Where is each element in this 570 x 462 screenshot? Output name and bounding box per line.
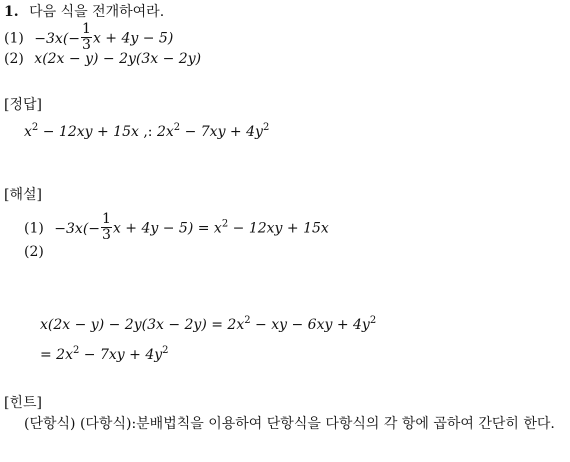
step-2-line-1-exponent-1: 2 xyxy=(244,315,251,326)
fraction-numerator: 1 xyxy=(102,211,111,227)
step-1-label: (1) xyxy=(24,220,44,237)
answer-separator: ,: xyxy=(138,124,157,140)
fraction-numerator: 1 xyxy=(82,21,91,37)
step-2-line-1-rest: − xy − 6xy + 4y xyxy=(250,317,370,333)
part-1-suffix: x + 4y − 5) xyxy=(92,30,174,47)
step-2-line-2-main: = 2x xyxy=(40,347,73,363)
part-1-label: (1) xyxy=(4,30,24,47)
answer-expression xyxy=(24,123,269,141)
explanation-header: [해설] xyxy=(4,187,42,203)
hint-body xyxy=(4,413,570,435)
part-2-expression: x(2x − y) − 2y(3x − 2y) xyxy=(34,51,202,67)
part-2-label: (2) xyxy=(4,51,24,67)
hint-text: (단항식) (다항식):분배법칙을 이용하여 단항식을 다항식의 각 항에 곱하여 간단히 한다. xyxy=(24,416,555,432)
answer-2-exponent-2: 2 xyxy=(262,122,270,133)
step-2-line-2-rest: − 7xy + 4y xyxy=(79,347,163,363)
answer-1-exponent: 2 xyxy=(31,122,39,133)
question-prompt: 다음 식을 전개하여라. xyxy=(29,4,165,20)
answer-1-rest: − 12xy + 15x xyxy=(38,124,139,140)
question-number: 1. xyxy=(4,4,19,20)
fraction-denominator: 3 xyxy=(82,37,91,53)
explanation-step-2-line-2 xyxy=(40,346,169,364)
step-1-suffix: x + 4y − 5) = x xyxy=(112,220,222,237)
answer-2-rest: − 7xy + 4y xyxy=(180,124,263,140)
step-1-tail: − 12xy + 15x xyxy=(228,220,329,237)
answer-2-base: 2x xyxy=(156,124,174,140)
explanation-step-2-label: (2) xyxy=(24,244,44,260)
step-2-line-2-exponent-1: 2 xyxy=(72,345,80,356)
question-title xyxy=(4,3,164,21)
step-1-exponent: 2 xyxy=(221,218,229,230)
answer-2-exponent-1: 2 xyxy=(173,122,181,133)
step-2-line-1-main: x(2x − y) − 2y(3x − 2y) = 2x xyxy=(40,317,245,333)
fraction-denominator: 3 xyxy=(102,227,111,243)
step-2-line-2-exponent-2: 2 xyxy=(162,345,169,356)
answer-header: [정답] xyxy=(4,97,42,113)
step-1-fraction xyxy=(101,212,112,243)
step-2-line-1-exponent-2: 2 xyxy=(369,315,377,326)
part-1-fraction xyxy=(81,22,92,53)
question-part-2 xyxy=(4,50,201,68)
answer-1-base: x xyxy=(24,124,32,140)
part-1-prefix: −3x(− xyxy=(34,30,81,47)
explanation-step-1 xyxy=(24,213,329,244)
hint-header: [힌트] xyxy=(4,395,42,411)
explanation-step-2-line-1 xyxy=(40,316,376,334)
step-1-prefix: −3x(− xyxy=(54,220,101,237)
